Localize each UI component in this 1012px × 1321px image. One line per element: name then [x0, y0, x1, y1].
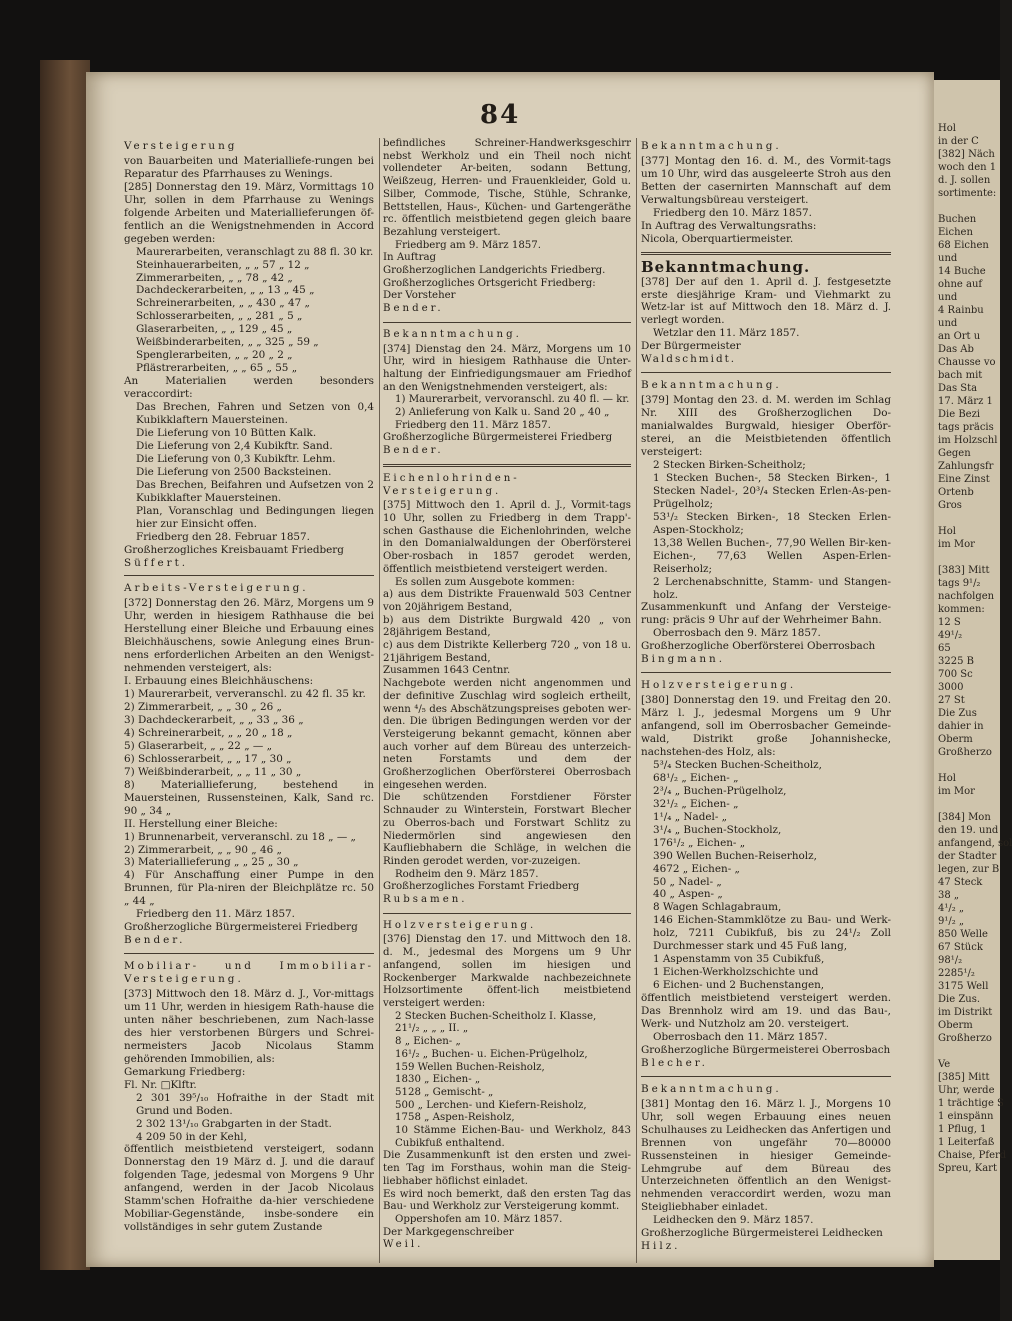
list-item: 1830 „ Eichen- „ — [395, 1074, 481, 1086]
notice-text: Das Brechen, Beifahren und Aufsetzen von 2 Kubikklafter Mauersteinen. — [136, 478, 374, 504]
facing-page-line: kommen: — [938, 604, 985, 615]
list-item: 1758 „ Aspen-Reisholz, — [395, 1112, 515, 1124]
facing-page-line: Gegen — [938, 448, 971, 459]
notice-date: Oberrosbach den 9. März 1857. — [653, 627, 821, 640]
list-item: 2) Zimmerarbeit, „ „ 90 „ 46 „ — [124, 843, 282, 856]
facing-page-line: tags 9¹/₂ — [938, 578, 981, 589]
notice-text: Die Zusammenkunft ist den ersten und zwei-ten Tag im Forsthaus, wohin man die Steig-liebhaber höflichst einladet. — [383, 1150, 631, 1187]
notice-signatory: Blecher. — [641, 1056, 708, 1069]
facing-page-line: nachfolgen — [938, 591, 995, 602]
facing-page-line: 1 trächtige S — [938, 1098, 1004, 1109]
notice-heading: Bekanntmachung. — [641, 140, 782, 152]
facing-page-line: 67 Stück — [938, 942, 983, 953]
notice-signature: Großherzogliche Bürgermeisterei Friedberg — [124, 921, 358, 934]
notice-heading: Arbeits-Versteigerung. — [124, 582, 309, 595]
notice-date: Friedberg den 11. März 1857. — [136, 908, 295, 921]
facing-page-line: Gros — [938, 500, 962, 511]
notice-date: Friedberg den 10. März 1857. — [653, 206, 812, 219]
list-item: Weißbinderarbeiten, „ „ 325 „ 59 „ — [136, 336, 319, 349]
facing-page-line: Ve — [938, 1059, 951, 1070]
list-item: 2 Lerchenabschnitte, Stamm- und Stangen-holz. — [653, 575, 891, 601]
section-heading: II. Herstellung einer Bleiche: — [124, 817, 278, 830]
list-item: 146 Eichen-Stammklötze zu Bau- und Werk-holz, 7211 Cubikfuß, bis zu 24¹/₂ Zoll Durchmesser stark und 45 Fuß lang, — [653, 914, 891, 953]
list-item: b) aus dem Distrikte Burgwald 420 „ von 28jährigem Bestand, — [383, 614, 631, 639]
facing-page-line: im Mor — [938, 539, 975, 550]
facing-page-line: und — [938, 318, 958, 329]
list-item: 10 Stämme Eichen-Bau- und Werkholz, 843 Cubikfuß enthaltend. — [395, 1125, 631, 1149]
notice-text: [381] Montag den 16. März l. J., Morgens 10 Uhr, soll wegen Erbauung eines neuen Schulhauses zu Leidhecken das Anfertigen und Brennen von ungefähr 70—80000 Russensteinen in hiesiger Gemeinde-Lehmgrube auf dem Büreau des Unterzeichneten öffentlich an den Wenigst-nehmenden veraccordirt werden, wozu man Steigliebhaber einladet. — [641, 1097, 891, 1214]
list-item: 8 „ Eichen- „ — [395, 1036, 461, 1048]
notice-text: [376] Dienstag den 17. und Mittwoch den 18. d. M., jedesmal des Morgens um 9 Uhr anfangend, sollen im hiesigen und Rockenberger Markwalde nachbezeichnete Holzsortimente öffent-lich meistbietend versteigert werden: — [383, 934, 631, 1009]
notice-text: Die Lieferung von 2500 Backsteinen. — [136, 465, 332, 478]
list-item: 6 Eichen- und 2 Buchenstangen, — [653, 979, 825, 992]
notice-heading: Bekanntmachung. — [383, 328, 522, 340]
list-item: 2 Stecken Buchen-Scheitholz I. Klasse, — [395, 1010, 597, 1022]
facing-page-line: Hol — [938, 773, 956, 784]
list-item: 3) Materiallieferung „ „ 25 „ 30 „ — [124, 856, 299, 869]
list-item: 2) Zimmerarbeit, „ „ 30 „ 26 „ — [124, 701, 282, 714]
facing-page-line: 98¹/₂ — [938, 955, 963, 966]
cost-list — [124, 246, 374, 376]
notice-signatory: Süffert. — [124, 556, 189, 569]
facing-page-line: Die Zus. — [938, 994, 981, 1005]
list-item: 1 Eichen-Werkholzschichte und — [653, 966, 819, 979]
notice-signature: Großherzogliches Ortsgericht Friedberg: — [383, 277, 596, 289]
list-total: Zusammen 1643 Centnr. — [383, 665, 511, 677]
list-item: 8) Materiallieferung, bestehend in Mauersteinen, Russensteinen, Kalk, Sand rc. 90 „ 34 „ — [124, 778, 374, 817]
notice-date: Friedberg am 9. März 1857. — [395, 239, 542, 251]
list-item: 5128 „ Gemischt- „ — [395, 1086, 494, 1098]
notice-signature: Großherzoglichen Landgerichts Friedberg. — [383, 265, 606, 277]
column-divider — [636, 138, 637, 1263]
list-item: 159 Wellen Buchen-Reisholz, — [395, 1061, 545, 1073]
list-item: 500 „ Lerchen- und Kiefern-Reisholz, — [395, 1099, 587, 1111]
facing-page-line: bach mit — [938, 370, 983, 381]
facing-page-line: der Stadter — [938, 851, 997, 862]
facing-page-line: 49¹/₂ — [938, 630, 963, 641]
facing-page-line: Das Ab — [938, 344, 974, 355]
list-item: 68¹/₂ „ Eichen- „ — [653, 771, 739, 784]
notice-heading: Mobiliar- und Immobiliar-Versteigerung. — [124, 960, 374, 986]
facing-page-line: 700 Sc — [938, 669, 973, 680]
notice-signatory: Bingmann. — [641, 653, 726, 666]
facing-page-line: an Ort u — [938, 331, 981, 342]
notice-heading: Holzversteigerung. — [383, 919, 537, 931]
facing-page-line: Die Zus — [938, 708, 977, 719]
notice-text: öffentlich meistbietend versteigert werden. Das Brennholz wird am 19. und das Bau-, Werk- und Nutzholz am 20. versteigert. — [641, 992, 891, 1030]
notice-date: Oppershofen am 10. März 1857. — [395, 1213, 563, 1225]
notice-signature: Großherzogliches Forstamt Friedberg — [383, 881, 580, 893]
notice-text: [379] Montag den 23. d. M. werden im Schlag Nr. XIII des Großherzoglichen Do-manialwaldes Burgwald, hiesiger Oberför-sterei, an die Meistbietenden öffentlich versteigert: — [641, 394, 891, 459]
notice-signature: Der Markgegenschreiber — [383, 1226, 514, 1238]
facing-page-line: 65 — [938, 643, 951, 654]
list-item: 1) Brunnenarbeit, ververanschl. zu 18 „ — „ — [124, 830, 356, 843]
notice-text: Plan, Voranschlag und Bedingungen liegen hier zur Einsicht offen. — [136, 504, 374, 530]
list-item: Pflästrerarbeiten, „ „ 65 „ 55 „ — [136, 362, 298, 375]
list-item: 5) Glaserarbeit, „ „ 22 „ — „ — [124, 739, 272, 752]
facing-page-line: 1 einspänn — [938, 1111, 994, 1122]
notice-text: [285] Donnerstag den 19. März, Vormittags 10 Uhr, sollen in dem Pfarrhause zu Wenings folgende Arbeiten und Materiallieferungen öf-fentlich an die Wenigstnehmenden in Accord gegeben werden: — [124, 180, 374, 245]
notice-signatory: Bender. — [124, 934, 186, 947]
table-row: 4 209 50 in der Kehl, — [136, 1130, 247, 1143]
notice-heading: Eichenlohrinden-Versteigerung. — [383, 472, 520, 497]
notice-text: [375] Mittwoch den 1. April d. J., Vormit-tags 10 Uhr, sollen zu Friedberg in dem Trapp'-schen Gasthause die Eichenlohrinden, welche in den Domanialwaldungen der Oberförsterei Ober-rosbach in 1857 gerodet werden, öffentlich meistbietend versteigert werden. — [383, 500, 631, 575]
notice-text: Die Lieferung von 10 Bütten Kalk. — [136, 426, 317, 439]
notice-text: [374] Dienstag den 24. März, Morgens um 10 Uhr, wird in hiesigem Rathhause die Unter-haltung der Einfriedigungsmauer am Friedhof an den Wenigstnehmenden versteigert, als: — [383, 343, 631, 393]
facing-page-line: tags präcis — [938, 422, 994, 433]
facing-page-line: Zahlungsfr — [938, 461, 994, 472]
facing-page-line: 3225 B — [938, 656, 974, 667]
list-item: 3) Dachdeckerarbeit, „ „ 33 „ 36 „ — [124, 713, 304, 726]
list-item: 40 „ Aspen- „ — [653, 888, 723, 901]
facing-page-line: Chaise, Pferd — [938, 1150, 1007, 1161]
divider — [383, 322, 631, 323]
list-item: Schreinerarbeiten, „ „ 430 „ 47 „ — [136, 297, 310, 310]
list-item: 390 Wellen Buchen-Reiserholz, — [653, 849, 817, 862]
facing-page-line: 4 Rainbu — [938, 305, 984, 316]
facing-page-line: 38 „ — [938, 890, 960, 901]
facing-page-line: d. J. sollen — [938, 175, 991, 186]
facing-page-line: 850 Welle — [938, 929, 988, 940]
facing-page-line: 27 St — [938, 695, 965, 706]
facing-page-line: ohne auf — [938, 279, 983, 290]
notice-text: Es sollen zum Ausgebote kommen: — [395, 576, 575, 588]
notice-heading: Bekanntmachung. — [641, 257, 811, 276]
notice-text: [373] Mittwoch den 18. März d. J., Vor-mittags um 11 Uhr, werden in hiesigem Rath-hause die unten näher beschriebenen, zum Nach-lasse des hier verstorbenen Bürgers und Schrei-nermeisters Jacob Nicolaus Stamm gehörenden Immobilien, als: — [124, 988, 374, 1065]
list-item: Zimmerarbeiten, „ „ 78 „ 42 „ — [136, 271, 293, 284]
facing-page-line — [938, 1045, 1000, 1058]
facing-page-line: Eichen — [938, 227, 973, 238]
facing-page-line: in der C — [938, 136, 979, 147]
notice-signatory: Bender. — [383, 303, 444, 315]
facing-page-line: [385] Mitt — [938, 1072, 990, 1083]
notice-signatory: Weil. — [383, 1239, 424, 1251]
facing-page-line: 3000 — [938, 682, 964, 693]
facing-page-line: und — [938, 253, 958, 264]
facing-page-line: Oberm — [938, 734, 973, 745]
facing-page-line: 3175 Well — [938, 981, 989, 992]
column-2 — [383, 138, 631, 1252]
notice-date: Friedberg den 28. Februar 1857. — [136, 530, 310, 543]
list-item: Schlosserarbeiten, „ „ 281 „ 5 „ — [136, 310, 303, 323]
divider — [383, 464, 631, 467]
facing-page-line: Großherzo — [938, 1033, 992, 1044]
divider — [124, 953, 374, 954]
facing-page-line: sortimente: — [938, 188, 997, 199]
notice-date: Oberrosbach den 11. März 1857. — [653, 1030, 828, 1043]
list-item: 4) Schreinerarbeit, „ „ 20 „ 18 „ — [124, 726, 293, 739]
section-heading: Gemarkung Friedberg: — [124, 1065, 246, 1078]
notice-signatory: Rubsamen. — [383, 894, 468, 906]
notice-subheading: von Bauarbeiten und Materialliefe-rungen bei Reparatur des Pfarrhauses zu Wenings. — [124, 154, 374, 180]
facing-page-line: Ortenb — [938, 487, 974, 498]
facing-page-line: Chausse vo — [938, 357, 996, 368]
notice-signature: Der Bürgermeister — [641, 340, 741, 353]
list-item: Dachdeckerarbeiten, „ „ 13 „ 45 „ — [136, 284, 315, 297]
facing-page-line: legen, zur B — [938, 864, 1000, 875]
facing-page-line: 9¹/₂ „ — [938, 916, 965, 927]
notice-signature: Großherzogliche Bürgermeisterei Oberrosbach — [641, 1043, 891, 1056]
list-item: Maurerarbeiten, veranschlagt zu 88 fl. 30 kr. — [136, 245, 374, 258]
facing-page-line: im Mor — [938, 786, 975, 797]
notice-signatory: Bender. — [383, 445, 444, 457]
notice-date: Rodheim den 9. März 1857. — [395, 868, 539, 880]
notice-text: Nachgebote werden nicht angenommen und der definitive Zuschlag wird sogleich ertheilt, wenn ⁴/₅ des Abschätzungspreises geboten wer-den. Die übrigen Bedingungen werden vor der Versteigerung bekannt gemacht, können aber auch vorher auf dem Büreau des unterzeich-neten Forstamts und dem der Großherzoglichen Oberförsterei Oberrosbach eingesehen werden. — [383, 678, 631, 791]
list-item: 4672 „ Eichen- „ — [653, 862, 740, 875]
list-item: 16¹/₂ „ Buchen- u. Eichen-Prügelholz, — [395, 1048, 588, 1060]
facing-page-line: Spreu, Kart — [938, 1163, 997, 1174]
list-item: 1¹/₄ „ Nadel- „ — [653, 810, 728, 823]
notice-heading: Versteigerung — [124, 140, 238, 152]
facing-page-line: 14 Buche — [938, 266, 986, 277]
notice-heading: Bekanntmachung. — [641, 1082, 782, 1095]
list-item: 2) Anlieferung von Kalk u. Sand 20 „ 40 „ — [395, 407, 610, 419]
facing-page-line: Hol — [938, 123, 956, 134]
divider — [641, 672, 891, 673]
notice-signatory: Nicola, Oberquartiermeister. — [641, 232, 794, 245]
notice-text: An Materialien werden besonders veraccordirt: — [124, 375, 374, 401]
notice-signatory: Hilz. — [641, 1240, 681, 1253]
facing-page-line: den 19. und — [938, 825, 999, 836]
list-item: Glaserarbeiten, „ „ 129 „ 45 „ — [136, 323, 293, 336]
facing-page-line: Großherzo — [938, 747, 992, 758]
facing-page-line: woch den 1 — [938, 162, 997, 173]
column-divider — [379, 138, 380, 1263]
facing-page-line — [938, 551, 1000, 564]
notice-signature: In Auftrag — [383, 252, 437, 264]
divider — [124, 575, 374, 576]
list-item: 50 „ Nadel- „ — [653, 875, 722, 888]
facing-page-line: 1 Leiterfaß — [938, 1137, 995, 1148]
facing-page-line: [382] Näch — [938, 149, 995, 160]
list-item: 6) Schlosserarbeit, „ „ 17 „ 30 „ — [124, 752, 292, 765]
facing-page-line: 47 Steck — [938, 877, 983, 888]
facing-page-line: Das Sta — [938, 383, 978, 394]
notice-text: Es wird noch bemerkt, daß den ersten Tag das Bau- und Werkholz zur Versteigerung kommt. — [383, 1188, 631, 1213]
list-item: Steinhauerarbeiten, „ „ 57 „ 12 „ — [136, 258, 310, 271]
facing-page-line: 2285¹/₂ — [938, 968, 975, 979]
facing-page-line: dahier in — [938, 721, 984, 732]
notice-text: [380] Donnerstag den 19. und Freitag den 20. März l. J., jedesmal Morgens um 9 Uhr anfangend, soll im Oberrosbacher Gemeinde-wald, Distrikt große Johannishecke, nachstehen-des Holz, als: — [641, 694, 891, 758]
notice-date: Friedberg den 11. März 1857. — [395, 419, 551, 431]
notice-heading: Bekanntmachung. — [641, 379, 782, 392]
notice-text: [372] Donnerstag den 26. März, Morgens um 9 Uhr, werden in hiesigem Rathhause die bei Herstellung einer Bleiche und Erbauung eines Bleichhäuschens, sowie Anlegung eines Brun-nens erforderlichen Arbeiten an den Wenigst-nehmenden versteigert, als: — [124, 597, 374, 675]
facing-page-line: Buchen — [938, 214, 977, 225]
list-item: 1) Maurerarbeit, ververanschl. zu 42 fl. 35 kr. — [124, 688, 366, 701]
facing-page-line: Hol — [938, 526, 956, 537]
divider — [383, 913, 631, 914]
list-item: c) aus dem Distrikte Kellerberg 720 „ von 18 u. 21jährigem Bestand, — [383, 640, 631, 664]
facing-page-line — [938, 200, 1000, 213]
notice-text: Das Brechen, Fahren und Setzen von 0,4 Kubikklaftern Mauersteinen. — [136, 401, 374, 427]
facing-page-line — [938, 798, 1000, 811]
facing-page-line: anfangend, sol — [938, 838, 1012, 849]
notice-signature: Großherzogliche Bürgermeisterei Leidhecken — [641, 1227, 883, 1240]
facing-page-line — [938, 512, 1000, 525]
notice-text: [378] Der auf den 1. April d. J. festgesetzte erste diesjährige Kram- und Viehmarkt zu Wetz-lar ist auf Mittwoch den 18. März d. J. verlegt worden. — [641, 275, 891, 327]
notice-text: Die Lieferung von 2,4 Kubikftr. Sand. — [136, 439, 333, 452]
column-3 — [641, 138, 891, 1253]
table-row: 2 301 39⁵/₁₀ Hofraithe in der Stadt mit Grund und Boden. — [136, 1091, 374, 1117]
notice-date: Leidhecken den 9. März 1857. — [653, 1214, 814, 1227]
notice-signature: In Auftrag des Verwaltungsraths: — [641, 219, 817, 232]
notice-signatory: Waldschmidt. — [641, 353, 737, 366]
notice-text: befindliches Schreiner-Handwerksgeschirr nebst Werkholz und ein Theil noch nicht vollendeter Ar-beiten, sodann Bettung, Weißzeug, Herren- und Frauenkleider, Gold u. Silber, Commode, Tische, Stühle, Schranke, Bettstellen, Haus-, Küchen- und Gartengeräthe rc. öffentlich meistbietend gegen gleich baare Bezahlung versteigert. — [383, 138, 631, 238]
notice-signature: Großherzogliche Bürgermeisterei Friedberg — [383, 432, 613, 444]
page-number: 84 — [480, 100, 521, 130]
facing-page-line: Oberm — [938, 1020, 973, 1031]
notice-text: Die schützenden Forstdiener Förster Schnauder zu Winterstein, Forstwart Blecher zu Oberros-bach und Forstwart Schlitz zu Niedermörlen sind angewiesen den Kaufliebhabern die Schläge, in welchen die Rinden gerodet werden, vor-zuzeigen. — [383, 792, 631, 867]
facing-page-line: 12 S — [938, 617, 961, 628]
notice-signature: Der Vorsteher — [383, 290, 456, 302]
list-item: 7) Weißbinderarbeit, „ „ 11 „ 30 „ — [124, 765, 302, 778]
list-item: 32¹/₂ „ Eichen- „ — [653, 797, 739, 810]
list-item: 53¹/₂ Stecken Birken-, 18 Stecken Erlen-Aspen-Stockholz; — [653, 510, 891, 536]
divider — [641, 252, 891, 255]
facing-page-text — [938, 122, 1012, 1175]
facing-page-line: 17. März 1 — [938, 396, 993, 407]
facing-page-line: 4¹/₂ „ — [938, 903, 965, 914]
divider — [641, 1076, 891, 1077]
list-item: a) aus dem Distrikte Frauenwald 503 Centner von 20jährigem Bestand, — [383, 589, 631, 613]
list-item: 3¹/₄ „ Buchen-Stockholz, — [653, 823, 782, 836]
facing-page-line: [384] Mon — [938, 812, 991, 823]
notice-signature: Großherzogliche Oberförsterei Oberrosbach — [641, 640, 876, 653]
list-item: 4) Für Anschaffung einer Pumpe in den Brunnen, für Pla-niren der Bleichplätze rc. 50 „ 44 „ — [124, 869, 374, 908]
section-heading: I. Erbauung eines Bleichhäuschens: — [124, 675, 314, 688]
facing-page-line: im Distrikt — [938, 1007, 993, 1018]
list-item: 2³/₄ „ Buchen-Prügelholz, — [653, 784, 787, 797]
notice-heading: Holzversteigerung. — [641, 679, 797, 692]
divider — [641, 372, 891, 373]
notice-text: [377] Montag den 16. d. M., des Vormit-tags um 10 Uhr, wird das ausgeleerte Stroh aus den Betten der casernirten Mannschaft auf dem Verwaltungsbüreau versteigert. — [641, 154, 891, 206]
list-item: Spenglerarbeiten, „ „ 20 „ 2 „ — [136, 349, 293, 362]
notice-text: Zusammenkunft und Anfang der Versteige-rung: präcis 9 Uhr auf der Wehrheimer Bahn. — [641, 601, 891, 627]
list-item: 1) Maurerarbeit, vervoranschl. zu 40 fl. — kr. — [395, 394, 630, 406]
facing-page-line: [383] Mitt — [938, 565, 990, 576]
list-item: 1 Stecken Buchen-, 58 Stecken Birken-, 1 Stecken Nadel-, 20³/₄ Stecken Erlen-As-pen-Prügelholz; — [653, 471, 891, 510]
facing-page-line: Uhr, werde — [938, 1085, 995, 1096]
notice-text: Die Lieferung von 0,3 Kubikftr. Lehm. — [136, 452, 336, 465]
notice-signature: Großherzogliches Kreisbauamt Friedberg — [124, 543, 344, 556]
facing-page-line: 1 Pflug, 1 — [938, 1124, 987, 1135]
list-item: 13,38 Wellen Buchen-, 77,90 Wellen Bir-ken-Eichen-, 77,63 Wellen Aspen-Erlen-Reiserholz; — [653, 536, 891, 575]
list-item: 8 Wagen Schlagabraum, — [653, 901, 782, 914]
column-1 — [124, 138, 374, 1234]
facing-page-line: im Holzschl — [938, 435, 998, 446]
notice-text: öffentlich meistbietend versteigert, sodann Donnerstag den 19 März d. J. und die darauf folgenden Tage, jedesmal von Morgens 9 Uhr anfangend, werden in der Jacob Nicolaus Stamm'schen Hofraithe da-hier verschiedene Mobiliar-Gegenstände, insbe-sondere ein vollständiges in sehr gutem Zustande — [124, 1143, 374, 1234]
facing-page-line: Eine Zinst — [938, 474, 990, 485]
list-item: 5³/₄ Stecken Buchen-Scheitholz, — [653, 758, 822, 771]
facing-page-line — [938, 759, 1000, 772]
list-item: 21¹/₂ „ „ „ II. „ — [395, 1023, 469, 1035]
list-item: 176¹/₂ „ Eichen- „ — [653, 836, 746, 849]
facing-page-line: 68 Eichen — [938, 240, 989, 251]
table-row: 2 302 13¹/₁₀ Grabgarten in der Stadt. — [136, 1117, 332, 1130]
facing-page-line: Die Bezi — [938, 409, 981, 420]
table-header: Fl. Nr. □Klftr. — [124, 1078, 197, 1091]
list-item: 2 Stecken Birken-Scheitholz; — [653, 458, 806, 471]
list-item: 1 Aspenstamm von 35 Cubikfuß, — [653, 953, 825, 966]
book-spine — [40, 60, 90, 1270]
facing-page-line: und — [938, 292, 958, 303]
notice-date: Wetzlar den 11. März 1857. — [653, 327, 800, 340]
